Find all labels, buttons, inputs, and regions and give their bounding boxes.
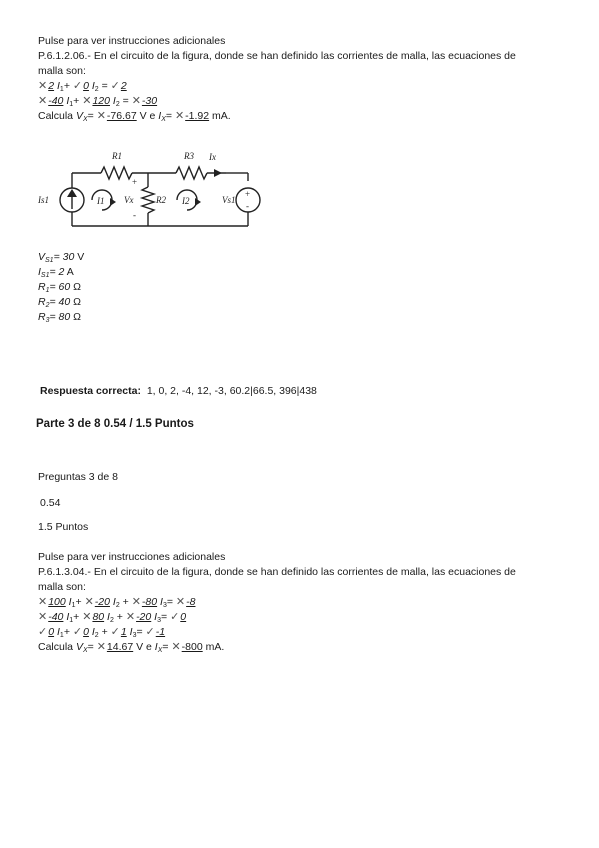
cross-icon: ✕ bbox=[38, 95, 48, 107]
max-points: 1.5 Puntos bbox=[38, 521, 89, 533]
i2-label: I2 bbox=[182, 196, 190, 206]
answer-field[interactable]: 0 bbox=[48, 626, 55, 638]
i1-label: I1 bbox=[97, 196, 105, 206]
r1-label: R1 bbox=[112, 151, 122, 161]
cross-icon: ✕ bbox=[82, 95, 92, 107]
calculate-line: Calcula $V_X=$ ✕-76.67 V e $I_X=$ ✕-1.92 mA. bbox=[38, 110, 231, 123]
answer-field[interactable]: 2 bbox=[120, 80, 127, 92]
cross-icon: ✕ bbox=[175, 596, 186, 608]
instructions-link[interactable]: Pulse para ver instrucciones adicionales bbox=[38, 551, 226, 563]
answer-field[interactable]: -30 bbox=[141, 95, 158, 107]
answer-field[interactable]: -80 bbox=[141, 596, 158, 608]
correct-answer-value: 1, 0, 2, -4, 12, -3, 60.2|66.5, 396|438 bbox=[146, 385, 317, 397]
equation-2: ✕-40 $I_1+$ ✕120 $I_2$ = ✕-30 bbox=[38, 95, 158, 108]
cross-icon: ✕ bbox=[38, 80, 48, 92]
cross-icon: ✕ bbox=[125, 611, 136, 623]
value-vs1: $V_{S1}= 30$ V bbox=[38, 251, 85, 264]
ix-label: Ix bbox=[209, 152, 216, 162]
cross-icon: ✕ bbox=[82, 611, 92, 623]
answer-field[interactable]: -20 bbox=[94, 596, 110, 608]
answer-field[interactable]: -40 bbox=[48, 95, 64, 107]
cross-icon: ✕ bbox=[84, 596, 94, 608]
calc-text: mA. bbox=[202, 641, 225, 653]
check-icon: ✓ bbox=[110, 626, 120, 638]
vs1-label: Vs1 bbox=[222, 195, 236, 205]
answer-field[interactable]: 0 bbox=[83, 80, 89, 92]
answer-field[interactable]: 0 bbox=[180, 611, 187, 623]
question-count: Preguntas 3 de 8 bbox=[38, 471, 118, 483]
minus-sign: - bbox=[246, 201, 249, 211]
answer-field[interactable]: 2 bbox=[48, 80, 55, 92]
values-list bbox=[38, 250, 558, 325]
answer-field[interactable]: 120 bbox=[92, 95, 110, 107]
check-icon: ✓ bbox=[170, 611, 180, 623]
cross-icon: ✕ bbox=[38, 596, 48, 608]
statement-line-1: P.6.1.2.06.- En el circuito de la figura, donde se han definido las corrientes de malla, las ecuaciones de bbox=[38, 50, 516, 62]
cross-icon: ✕ bbox=[38, 611, 48, 623]
question-2 bbox=[38, 34, 558, 124]
correct-answer-label: Respuesta correcta: bbox=[40, 385, 141, 397]
check-icon: ✓ bbox=[72, 626, 83, 638]
answer-field[interactable]: -40 bbox=[48, 611, 64, 623]
r3-label: R3 bbox=[184, 151, 194, 161]
cross-icon: ✕ bbox=[171, 641, 181, 653]
r2-label: R2 bbox=[156, 195, 166, 205]
score: 0.54 bbox=[40, 497, 61, 509]
cross-icon: ✕ bbox=[131, 596, 141, 608]
instructions-link[interactable]: Pulse para ver instrucciones adicionales bbox=[38, 35, 226, 47]
circuit-diagram bbox=[36, 143, 266, 235]
correct-answer bbox=[40, 384, 317, 399]
vx-label: Vx bbox=[124, 195, 134, 205]
answer-field[interactable]: 1 bbox=[120, 626, 127, 638]
answer-field[interactable]: -20 bbox=[136, 611, 152, 623]
plus-sign: + bbox=[245, 189, 251, 199]
equation-2: ✕-40 $I_1+$ ✕80 $I_2$ + ✕-20 $I_3=$ ✓0 bbox=[38, 611, 187, 624]
check-icon: ✓ bbox=[110, 80, 120, 92]
answer-field[interactable]: -8 bbox=[186, 596, 196, 608]
answer-field[interactable]: -1 bbox=[155, 626, 166, 638]
vx-answer[interactable]: 14.67 bbox=[106, 641, 134, 653]
cross-icon: ✕ bbox=[96, 110, 106, 122]
cross-icon: ✕ bbox=[174, 110, 185, 122]
ix-answer[interactable]: -1.92 bbox=[185, 110, 210, 122]
answer-field[interactable]: 0 bbox=[83, 626, 89, 638]
answer-field[interactable]: 100 bbox=[48, 596, 66, 608]
calc-text: V e bbox=[136, 110, 159, 122]
calc-text: mA. bbox=[209, 110, 231, 122]
calculate-line: Calcula $V_X=$ ✕14.67 V e $I_X=$ ✕-800 mA. bbox=[38, 641, 225, 654]
calc-text: V e bbox=[133, 641, 155, 653]
vx-answer[interactable]: -76.67 bbox=[106, 110, 137, 122]
is1-label: Is1 bbox=[38, 195, 49, 205]
minus-sign: - bbox=[133, 210, 136, 220]
check-icon: ✓ bbox=[145, 626, 155, 638]
value-r1: $R_1= 60$ Ω bbox=[38, 281, 82, 294]
calc-text: Calcula bbox=[38, 641, 76, 653]
cross-icon: ✕ bbox=[96, 641, 106, 653]
cross-icon: ✕ bbox=[131, 95, 141, 107]
value-r3: $R_3= 80$ Ω bbox=[38, 311, 82, 324]
value-r2: $R_2= 40$ Ω bbox=[38, 296, 82, 309]
statement-line-2: malla son: bbox=[38, 581, 86, 593]
equation-1: ✕100 $I_1+$ ✕-20 $I_2$ + ✕-80 $I_3=$ ✕-8 bbox=[38, 596, 196, 609]
value-is1: $I_{S1}= 2$ A bbox=[38, 266, 74, 279]
equation-3: ✓0 $I_1+$ ✓0 $I_2$ + ✓1 $I_3=$ ✓-1 bbox=[38, 626, 166, 639]
question-3 bbox=[38, 550, 558, 655]
part-header: Parte 3 de 8 0.54 / 1.5 Puntos bbox=[36, 418, 194, 430]
statement-line-1: P.6.1.3.04.- En el circuito de la figura, donde se han definido las corrientes de malla, las ecuaciones de bbox=[38, 566, 516, 578]
equation-1: ✕2 $I_1+$ ✓0 $I_2$ = ✓2 bbox=[38, 80, 127, 93]
statement-line-2: malla son: bbox=[38, 65, 86, 77]
plus-sign: + bbox=[132, 177, 138, 187]
ix-answer[interactable]: -800 bbox=[181, 641, 203, 653]
calc-text: Calcula bbox=[38, 110, 76, 122]
check-icon: ✓ bbox=[72, 80, 83, 92]
check-icon: ✓ bbox=[38, 626, 48, 638]
answer-field[interactable]: 80 bbox=[92, 611, 105, 623]
